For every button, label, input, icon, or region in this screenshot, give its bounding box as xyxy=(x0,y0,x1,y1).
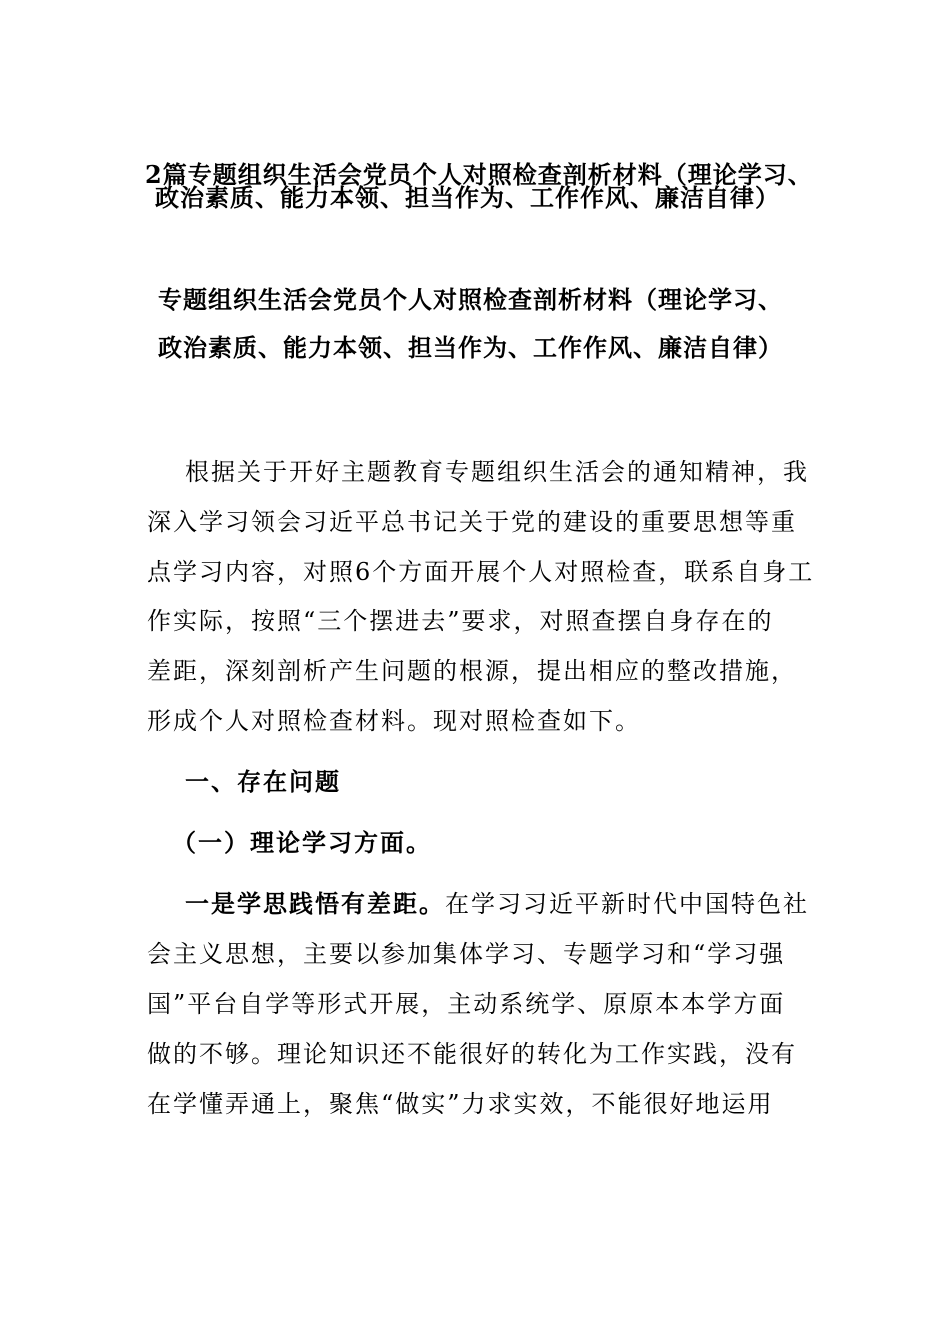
intro-line-5: 差距，深刻剖析产生问题的根源，提出相应的整改措施， xyxy=(147,657,797,685)
section-heading: 一、存在问题 xyxy=(185,767,341,796)
intro-line-6: 形成个人对照检查材料。现对照检查如下。 xyxy=(147,707,641,735)
point-1-line-4: 做的不够。理论知识还不能很好的转化为工作实践，没有 xyxy=(147,1040,797,1068)
point-1-first-line xyxy=(185,887,809,921)
main-title-line-1: 2篇专题组织生活会党员个人对照检查剖析材料（理论学习、 xyxy=(145,160,813,189)
point-1-lead: 一是学思践悟有差距。 xyxy=(185,889,445,918)
sub-title-line-1: 专题组织生活会党员个人对照检查剖析材料（理论学习、 xyxy=(158,285,783,314)
intro-line-3: 点学习内容，对照6个方面开展个人对照检查，联系自身工 xyxy=(147,558,815,586)
point-1-first-rest: 在学习习近平新时代中国特色社 xyxy=(445,890,809,918)
intro-line-1: 根据关于开好主题教育专题组织生活会的通知精神，我 xyxy=(185,458,809,486)
intro-line-2: 深入学习领会习近平总书记关于党的建设的重要思想等重 xyxy=(147,508,797,536)
point-1-line-2: 会主义思想，主要以参加集体学习、专题学习和“学习强 xyxy=(147,940,786,968)
sub-title-line-2: 政治素质、能力本领、担当作为、工作作风、廉洁自律） xyxy=(158,333,783,362)
point-1-line-5: 在学懂弄通上，聚焦“做实”力求实效，不能很好地运用 xyxy=(147,1090,774,1118)
intro-line-4: 作实际，按照“三个摆进去”要求，对照查摆自身存在的 xyxy=(147,607,774,635)
main-title-line-2: 政治素质、能力本领、担当作为、工作作风、廉洁自律） xyxy=(155,183,780,212)
subsection-heading: （一）理论学习方面。 xyxy=(172,828,432,857)
point-1-line-3: 国”平台自学等形式开展，主动系统学、原原本本学方面 xyxy=(147,990,786,1018)
